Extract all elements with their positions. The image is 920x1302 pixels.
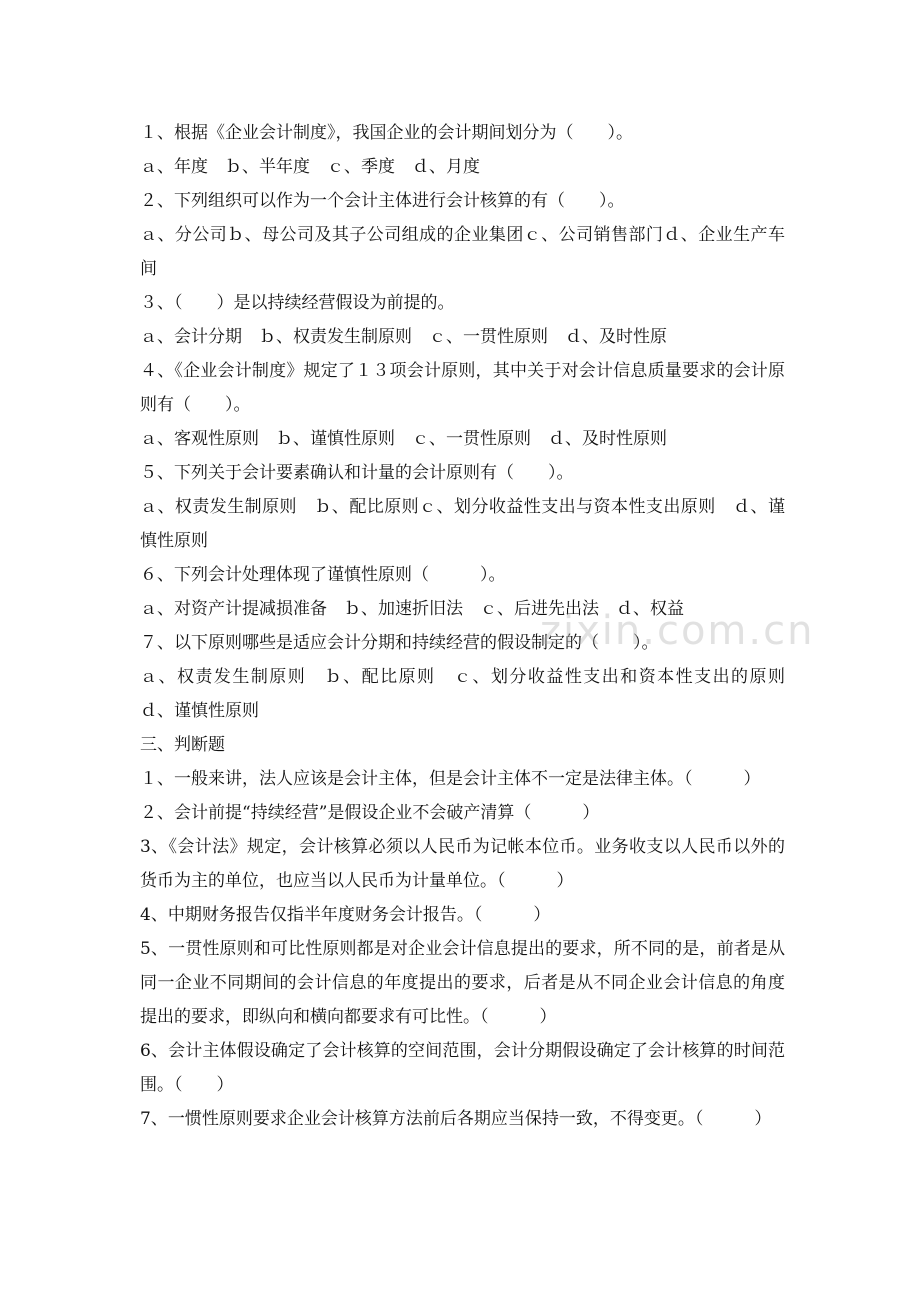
question-7: ７、以下原则哪些是适应会计分期和持续经营的假设制定的（ ）。 — [140, 633, 659, 653]
judgment-7: 7、一惯性原则要求企业会计核算方法前后各期应当保持一致，不得变更。（ ） — [140, 1109, 772, 1129]
question-4: ４、《企业会计制度》规定了１３项会计原则，其中关于对会计信息质量要求的会计原则有（ ）。 — [140, 361, 785, 415]
question-5: ５、下列关于会计要素确认和计量的会计原则有（ ）。 — [140, 463, 574, 483]
judgment-5: 5、一贯性原则和可比性原则都是对企业会计信息提出的要求，所不同的是，前者是从同一企业不同期间的会计信息的年度提出的要求，后者是从不同企业会计信息的角度提出的要求，即纵向和横向都要求有可比性。（ ） — [140, 939, 785, 1027]
question-2-options: ａ、分公司ｂ、母公司及其子公司组成的企业集团ｃ、公司销售部门ｄ、企业生产车间 — [140, 225, 785, 279]
judgment-6: 6、会计主体假设确定了会计核算的空间范围，会计分期假设确定了会计核算的时间范围。（ ） — [140, 1041, 785, 1095]
judgment-4: 4、中期财务报告仅指半年度财务会计报告。（ ） — [140, 905, 551, 925]
question-5-options: ａ、权责发生制原则 ｂ、配比原则ｃ、划分收益性支出与资本性支出原则 ｄ、谨慎性原则 — [140, 497, 785, 551]
watermark: zixin.com.cn — [540, 608, 815, 654]
question-4-options: ａ、客观性原则 ｂ、谨慎性原则 ｃ、一贯性原则 ｄ、及时性原则 — [140, 429, 667, 449]
document-body — [140, 116, 802, 1136]
question-7-options: ａ、权责发生制原则 ｂ、配比原则 ｃ、划分收益性支出和资本性支出的原则 ｄ、谨慎性原则 — [140, 667, 802, 721]
question-6: ６、下列会计处理体现了谨慎性原则（ ）。 — [140, 565, 506, 585]
judgment-2: ２、会计前提“持续经营”是假设企业不会破产清算（ ） — [140, 803, 600, 823]
judgment-1: １、一般来讲，法人应该是会计主体，但是会计主体不一定是法律主体。（ ） — [140, 769, 761, 789]
question-6-options: ａ、对资产计提减损准备 ｂ、加速折旧法 ｃ、后进先出法 ｄ、权益 — [140, 599, 684, 619]
question-3: ３、（ ）是以持续经营假设为前提的。 — [140, 293, 455, 313]
question-3-options: ａ、会计分期 ｂ、权责发生制原则 ｃ、一贯性原则 ｄ、及时性原 — [140, 327, 667, 347]
question-2: ２、下列组织可以作为一个会计主体进行会计核算的有（ ）。 — [140, 191, 625, 211]
question-1: １、根据《企业会计制度》，我国企业的会计期间划分为（ ）。 — [140, 123, 633, 143]
section-title: 三、判断题 — [140, 735, 225, 755]
question-1-options: ａ、年度 ｂ、半年度 ｃ、季度 ｄ、月度 — [140, 157, 480, 177]
judgment-3: 3、《会计法》规定，会计核算必须以人民币为记帐本位币。业务收支以人民币以外的货币为主的单位，也应当以人民币为计量单位。（ ） — [140, 837, 785, 891]
